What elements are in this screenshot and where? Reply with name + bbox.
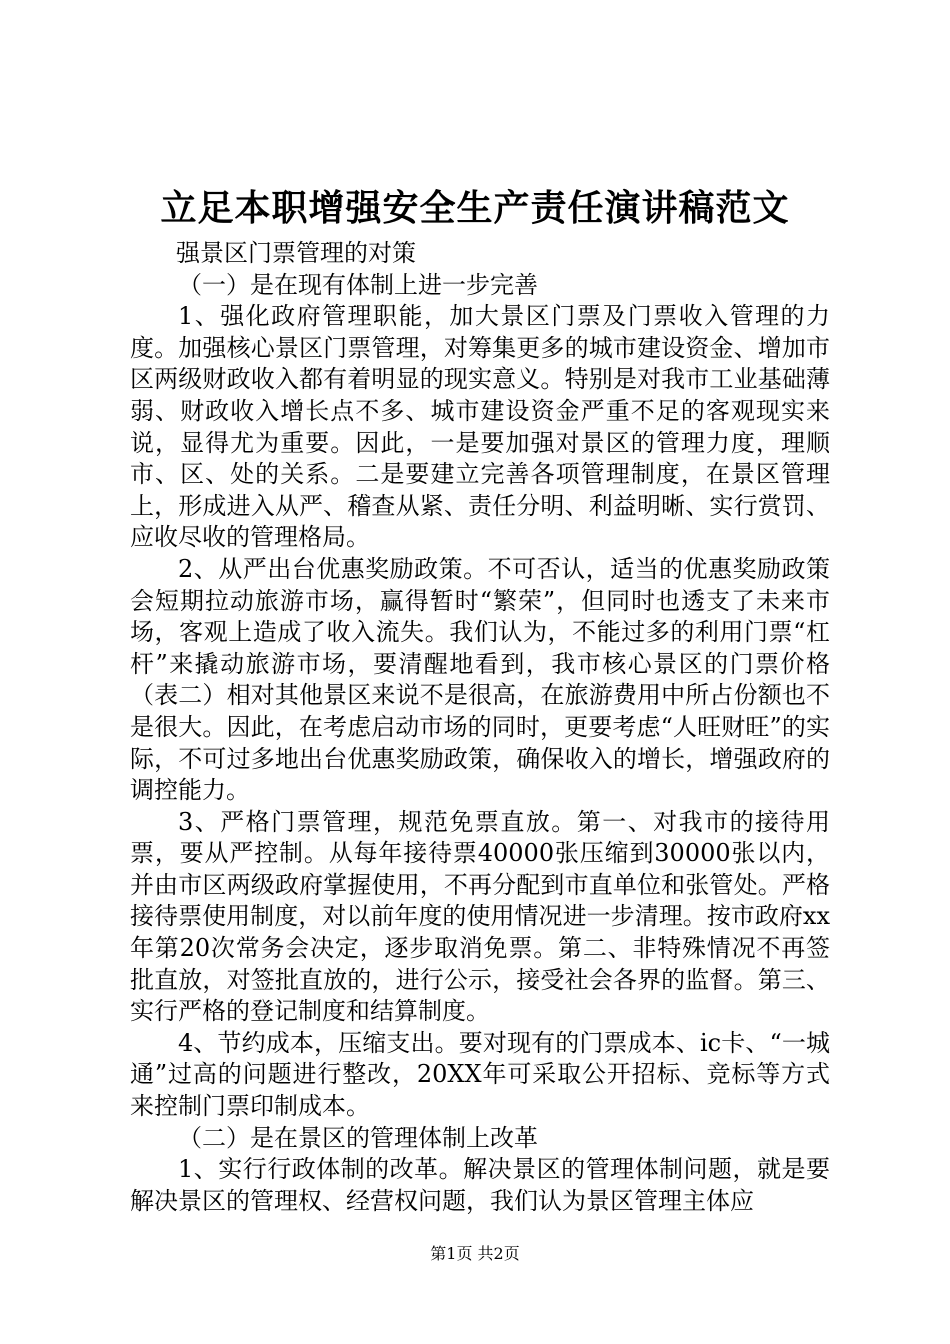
section-heading-1: （一）是在现有体制上进一步完善 <box>178 270 538 299</box>
paragraph: 1、实行行政体制的改革。解决景区的管理体制问题，就是要解决景区的管理权、经营权问题，我们认为景区管理主体应 <box>130 1155 830 1215</box>
section-heading-2: （二）是在景区的管理体制上改革 <box>178 1123 538 1152</box>
paragraph-heading: 强景区门票管理的对策 <box>176 239 416 267</box>
paragraph: 2、从严出台优惠奖励政策。不可否认，适当的优惠奖励政策会短期拉动旅游市场，赢得暂时“繁荣”，但同时也透支了未来市场，客观上造成了收入流失。我们认为，不能过多的利用门票“杠杆”来撬动旅游市场，要清醒地看到，我市核心景区的门票价格（表二）相对其他景区来说不是很高，在旅游费用中所占份额也不是很大。因此，在考虑启动市场的同时，更要考虑“人旺财旺”的实际，不可过多地出台优惠奖励政策，确保收入的增长，增强政府的调控能力。 <box>130 554 830 805</box>
paragraph: 3、严格门票管理，规范免票直放。第一、对我市的接待用票，要从严控制。从每年接待票40000张压缩到30000张以内，并由市区两级政府掌握使用，不再分配到市直单位和张管处。严格接待票使用制度，对以前年度的使用情况进一步清理。按市政府xx年第20次常务会决定，逐步取消免票。第二、非特殊情况不再签批直放，对签批直放的，进行公示，接受社会各界的监督。第三、实行严格的登记制度和结算制度。 <box>130 807 830 1026</box>
document-title: 立足本职增强安全生产责任演讲稿范文 <box>160 187 790 229</box>
paragraph: 1、强化政府管理职能，加大景区门票及门票收入管理的力度。加强核心景区门票管理，对筹集更多的城市建设资金、增加市区两级财政收入都有着明显的现实意义。特别是对我市工业基础薄弱、财政收入增长点不多、城市建设资金严重不足的客观现实来说，显得尤为重要。因此，一是要加强对景区的管理力度，理顺市、区、处的关系。二是要建立完善各项管理制度，在景区管理上，形成进入从严、稽查从紧、责任分明、利益明晰、实行赏罚、应收尽收的管理格局。 <box>130 302 830 552</box>
page-footer: 第1页 共2页 <box>430 1244 520 1263</box>
paragraph: 4、节约成本，压缩支出。要对现有的门票成本、ic卡、“一城通”过高的问题进行整改，20XX年可采取公开招标、竞标等方式来控制门票印制成本。 <box>130 1028 830 1121</box>
document-body <box>130 238 830 1217</box>
